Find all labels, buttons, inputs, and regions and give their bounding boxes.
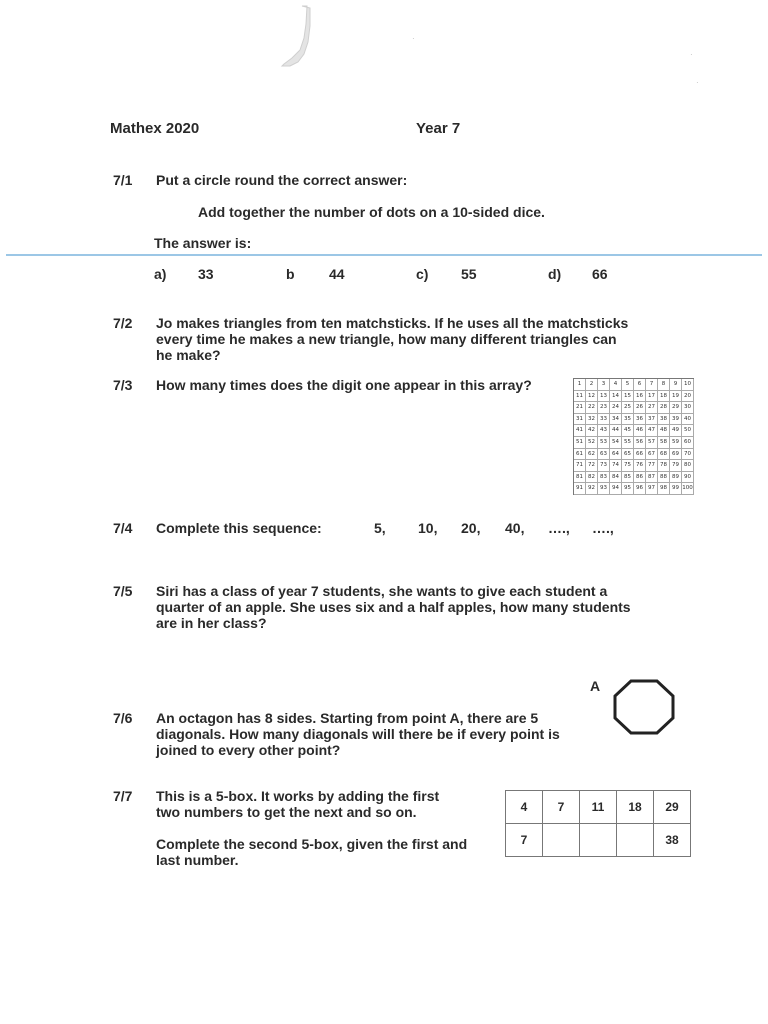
array-cell: 97 bbox=[646, 483, 658, 495]
scan-smudge-mark bbox=[280, 4, 324, 68]
option-c-label[interactable]: c) bbox=[416, 266, 429, 282]
array-cell: 48 bbox=[658, 425, 670, 437]
speck: · bbox=[412, 34, 415, 43]
array-cell: 59 bbox=[670, 437, 682, 449]
five-box-table bbox=[505, 790, 691, 857]
array-cell: 99 bbox=[670, 483, 682, 495]
array-cell: 62 bbox=[586, 449, 598, 461]
question-line: he make? bbox=[156, 347, 221, 363]
array-cell: 15 bbox=[622, 391, 634, 403]
question-instruction: Put a circle round the correct answer: bbox=[156, 172, 408, 188]
question-number: 7/6 bbox=[113, 710, 133, 726]
array-cell: 9 bbox=[670, 379, 682, 391]
array-cell: 80 bbox=[682, 460, 694, 472]
five-box-cell: 18 bbox=[617, 791, 654, 824]
option-d-label[interactable]: d) bbox=[548, 266, 562, 282]
question-text: How many times does the digit one appear in this array? bbox=[156, 377, 532, 393]
question-line: diagonals. How many diagonals will there be if every point is bbox=[156, 726, 560, 742]
array-cell: 58 bbox=[658, 437, 670, 449]
array-cell: 67 bbox=[646, 449, 658, 461]
question-text: Complete this sequence: bbox=[156, 520, 322, 536]
array-cell: 4 bbox=[610, 379, 622, 391]
array-cell: 49 bbox=[670, 425, 682, 437]
speck: · bbox=[696, 78, 699, 87]
five-box-row-answer bbox=[506, 824, 691, 857]
array-cell: 41 bbox=[574, 425, 586, 437]
array-cell: 16 bbox=[634, 391, 646, 403]
five-box-cell: 7 bbox=[506, 824, 543, 857]
question-number: 7/5 bbox=[113, 583, 133, 599]
array-cell: 98 bbox=[658, 483, 670, 495]
question-text bbox=[156, 710, 560, 758]
question-text bbox=[156, 315, 628, 363]
array-cell: 2 bbox=[586, 379, 598, 391]
array-cell: 92 bbox=[586, 483, 598, 495]
array-cell: 52 bbox=[586, 437, 598, 449]
array-cell: 66 bbox=[634, 449, 646, 461]
array-cell: 91 bbox=[574, 483, 586, 495]
array-cell: 51 bbox=[574, 437, 586, 449]
array-cell: 96 bbox=[634, 483, 646, 495]
array-cell: 84 bbox=[610, 472, 622, 484]
question-number: 7/4 bbox=[113, 520, 133, 536]
array-cell: 60 bbox=[682, 437, 694, 449]
sequence-term: 5, bbox=[374, 520, 386, 536]
option-c-value[interactable]: 55 bbox=[461, 266, 477, 282]
five-box-blank-cell[interactable] bbox=[543, 824, 580, 857]
scan-divider-line bbox=[6, 254, 762, 256]
number-array-grid bbox=[573, 378, 694, 495]
point-a-label: A bbox=[590, 678, 601, 694]
array-cell: 86 bbox=[634, 472, 646, 484]
five-box-blank-cell[interactable] bbox=[580, 824, 617, 857]
array-cell: 85 bbox=[622, 472, 634, 484]
question-number: 7/7 bbox=[113, 788, 133, 804]
five-box-cell: 29 bbox=[654, 791, 691, 824]
question-text bbox=[156, 583, 631, 631]
question-number: 7/2 bbox=[113, 315, 133, 331]
array-cell: 6 bbox=[634, 379, 646, 391]
array-cell: 47 bbox=[646, 425, 658, 437]
array-cell: 27 bbox=[646, 402, 658, 414]
sequence-term: 40, bbox=[505, 520, 525, 536]
question-line: joined to every other point? bbox=[156, 742, 341, 758]
question-line: Siri has a class of year 7 students, she wants to give each student a bbox=[156, 583, 608, 599]
array-cell: 72 bbox=[586, 460, 598, 472]
array-cell: 13 bbox=[598, 391, 610, 403]
array-cell: 34 bbox=[610, 414, 622, 426]
array-cell: 37 bbox=[646, 414, 658, 426]
array-cell: 38 bbox=[658, 414, 670, 426]
array-cell: 12 bbox=[586, 391, 598, 403]
five-box-cell: 11 bbox=[580, 791, 617, 824]
array-cell: 8 bbox=[658, 379, 670, 391]
option-a-label[interactable]: a) bbox=[154, 266, 167, 282]
question-line: two numbers to get the next and so on. bbox=[156, 804, 417, 820]
question-number: 7/3 bbox=[113, 377, 133, 393]
five-box-blank-cell[interactable] bbox=[617, 824, 654, 857]
question-line: Jo makes triangles from ten matchsticks. If he uses all the matchsticks bbox=[156, 315, 629, 331]
array-cell: 68 bbox=[658, 449, 670, 461]
array-cell: 76 bbox=[634, 460, 646, 472]
array-cell: 87 bbox=[646, 472, 658, 484]
question-line: Complete the second 5-box, given the first and bbox=[156, 836, 468, 852]
array-cell: 32 bbox=[586, 414, 598, 426]
question-text bbox=[156, 836, 467, 868]
five-box-cell: 4 bbox=[506, 791, 543, 824]
array-cell: 63 bbox=[598, 449, 610, 461]
array-cell: 25 bbox=[622, 402, 634, 414]
array-cell: 22 bbox=[586, 402, 598, 414]
question-line: last number. bbox=[156, 852, 239, 868]
array-cell: 39 bbox=[670, 414, 682, 426]
array-cell: 7 bbox=[646, 379, 658, 391]
array-cell: 73 bbox=[598, 460, 610, 472]
array-cell: 29 bbox=[670, 402, 682, 414]
array-cell: 18 bbox=[658, 391, 670, 403]
array-cell: 3 bbox=[598, 379, 610, 391]
array-cell: 74 bbox=[610, 460, 622, 472]
array-cell: 23 bbox=[598, 402, 610, 414]
array-cell: 10 bbox=[682, 379, 694, 391]
array-cell: 57 bbox=[646, 437, 658, 449]
question-line: This is a 5-box. It works by adding the first bbox=[156, 788, 440, 804]
array-cell: 50 bbox=[682, 425, 694, 437]
option-b-label[interactable]: b bbox=[286, 266, 295, 282]
array-cell: 77 bbox=[646, 460, 658, 472]
array-cell: 56 bbox=[634, 437, 646, 449]
array-cell: 90 bbox=[682, 472, 694, 484]
array-cell: 55 bbox=[622, 437, 634, 449]
question-line: quarter of an apple. She uses six and a half apples, how many students bbox=[156, 599, 631, 615]
five-box-cell: 38 bbox=[654, 824, 691, 857]
sequence-blank[interactable]: …., bbox=[548, 520, 570, 536]
option-b-value[interactable]: 44 bbox=[329, 266, 345, 282]
array-cell: 19 bbox=[670, 391, 682, 403]
question-number: 7/1 bbox=[113, 172, 133, 188]
array-cell: 30 bbox=[682, 402, 694, 414]
array-cell: 36 bbox=[634, 414, 646, 426]
array-cell: 28 bbox=[658, 402, 670, 414]
array-cell: 53 bbox=[598, 437, 610, 449]
array-cell: 61 bbox=[574, 449, 586, 461]
array-cell: 95 bbox=[622, 483, 634, 495]
array-cell: 24 bbox=[610, 402, 622, 414]
array-cell: 14 bbox=[610, 391, 622, 403]
array-cell: 5 bbox=[622, 379, 634, 391]
array-cell: 81 bbox=[574, 472, 586, 484]
array-cell: 89 bbox=[670, 472, 682, 484]
array-cell: 69 bbox=[670, 449, 682, 461]
question-text: Add together the number of dots on a 10-sided dice. bbox=[198, 204, 545, 220]
array-cell: 17 bbox=[646, 391, 658, 403]
array-cell: 21 bbox=[574, 402, 586, 414]
array-cell: 88 bbox=[658, 472, 670, 484]
array-cell: 65 bbox=[622, 449, 634, 461]
question-line: An octagon has 8 sides. Starting from point A, there are 5 bbox=[156, 710, 539, 726]
array-cell: 78 bbox=[658, 460, 670, 472]
array-cell: 64 bbox=[610, 449, 622, 461]
option-a-value[interactable]: 33 bbox=[198, 266, 214, 282]
question-line: are in her class? bbox=[156, 615, 267, 631]
array-cell: 82 bbox=[586, 472, 598, 484]
array-cell: 26 bbox=[634, 402, 646, 414]
array-cell: 35 bbox=[622, 414, 634, 426]
array-cell: 31 bbox=[574, 414, 586, 426]
octagon-shape bbox=[612, 678, 676, 736]
five-box-row-example bbox=[506, 791, 691, 824]
array-cell: 100 bbox=[682, 483, 694, 495]
option-d-value[interactable]: 66 bbox=[592, 266, 608, 282]
array-cell: 33 bbox=[598, 414, 610, 426]
array-cell: 42 bbox=[586, 425, 598, 437]
sequence-term: 20, bbox=[461, 520, 481, 536]
array-cell: 54 bbox=[610, 437, 622, 449]
array-cell: 1 bbox=[574, 379, 586, 391]
array-cell: 70 bbox=[682, 449, 694, 461]
question-line: every time he makes a new triangle, how many different triangles can bbox=[156, 331, 617, 347]
array-cell: 46 bbox=[634, 425, 646, 437]
array-cell: 45 bbox=[622, 425, 634, 437]
array-cell: 11 bbox=[574, 391, 586, 403]
page-title: Mathex 2020 bbox=[110, 120, 200, 137]
five-box-cell: 7 bbox=[543, 791, 580, 824]
sequence-blank[interactable]: …., bbox=[592, 520, 614, 536]
array-cell: 94 bbox=[610, 483, 622, 495]
array-cell: 83 bbox=[598, 472, 610, 484]
year-label: Year 7 bbox=[416, 120, 461, 137]
sequence-term: 10, bbox=[418, 520, 438, 536]
array-cell: 93 bbox=[598, 483, 610, 495]
array-cell: 75 bbox=[622, 460, 634, 472]
speck: · bbox=[690, 50, 693, 59]
question-text bbox=[156, 788, 439, 820]
array-cell: 20 bbox=[682, 391, 694, 403]
array-cell: 71 bbox=[574, 460, 586, 472]
array-cell: 40 bbox=[682, 414, 694, 426]
array-cell: 79 bbox=[670, 460, 682, 472]
answer-label: The answer is: bbox=[154, 235, 252, 251]
array-cell: 43 bbox=[598, 425, 610, 437]
array-cell: 44 bbox=[610, 425, 622, 437]
